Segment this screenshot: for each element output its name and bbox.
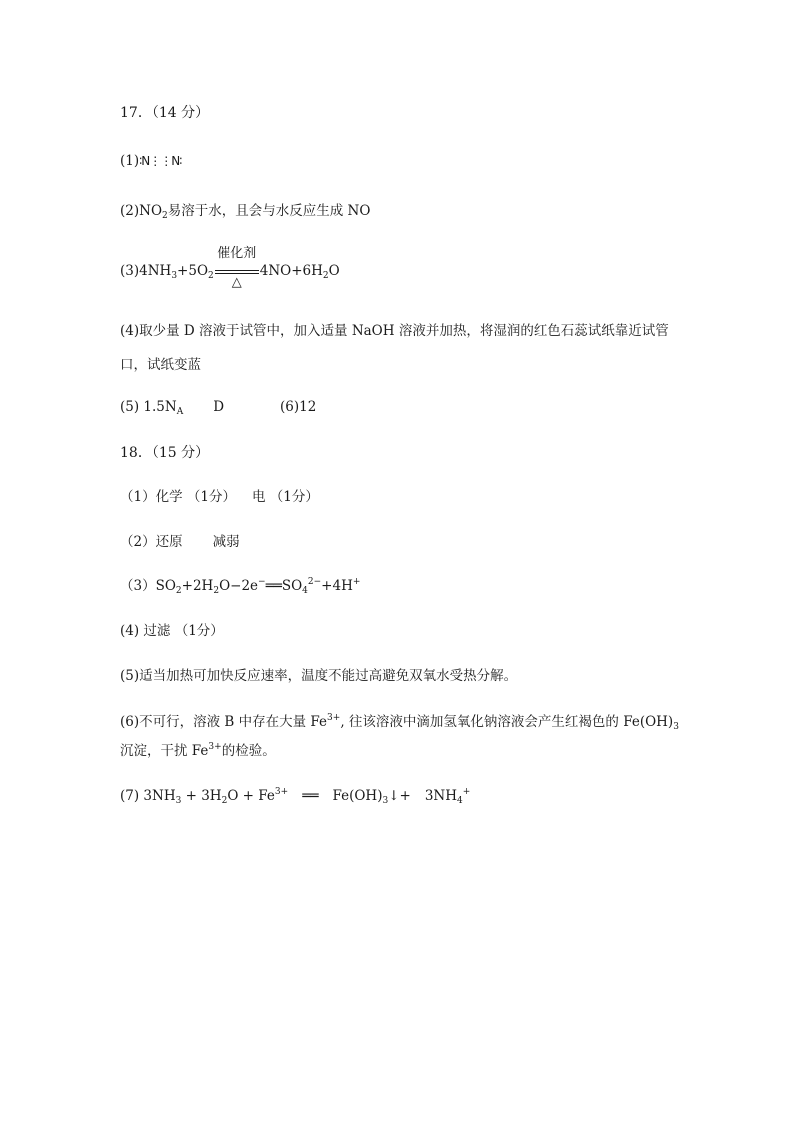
q17-answer-4-line1: (4)取少量 D 溶液于试管中，加入适量 NaOH 溶液并加热，将湿润的红色石蕊试纸靠近试管 — [120, 323, 669, 339]
equal-bar-top — [215, 270, 259, 271]
reaction-condition — [215, 245, 259, 290]
heat-symbol: △ — [231, 274, 242, 290]
q18-answer-1: （1）化学 （1分） 电 （1分） — [120, 489, 319, 505]
q17-answer-2: $(2)NO_2$易溶于水，且会与水反应生成 NO — [120, 203, 371, 221]
q17-answer-5-6: (5) $1.5N_A$ D (6)12 — [120, 399, 317, 417]
q18-answer-3-equation: $(3)SO_2+2H_2O-2e^-══SO_4^{2-}+4H^+$ — [120, 577, 361, 596]
q18-answer-5: (5)适当加热可加快反应速率，温度不能过高避免双氧水受热分解。 — [120, 668, 518, 684]
q18-answer-2: （2）还原 减弱 — [120, 534, 240, 550]
equal-bar-bottom — [215, 273, 259, 274]
q17-answer-3-equation: $(3)4NH_3+5O_2$ $\frac{\text{催化剂}}{\triangle}$ $4NO+6H_2O$ — [120, 245, 340, 290]
q18-answer-6-line2: 沉淀，干扰 $Fe^{3+}$的检验。 — [120, 742, 276, 759]
q18-header: 18．（15 分） — [120, 445, 210, 461]
q18-answer-7-equation: (7) $3NH_3 + 3H_2O + Fe^{3+}$ ══ $Fe(OH)_3↓+ 3NH_4^+$ — [120, 787, 471, 806]
q17-answer-4-line2: 口，试纸变蓝 — [120, 357, 201, 373]
q17-answer-1 — [120, 152, 181, 170]
catalyst-label: 催化剂 — [217, 245, 257, 261]
q17-a1-label: (1) — [120, 153, 140, 169]
nitrogen-electron-formula: ∶N⋮⋮N∶ — [139, 154, 182, 168]
q17-header: 17．（14 分） — [120, 105, 210, 121]
q18-answer-6-line1: (6)不可行，溶液 B 中存在大量 $Fe^{3+}$, 往该溶液中滴加氢氧化钠溶液会产生红褐色的 $Fe(OH)_3$ — [120, 713, 679, 732]
q18-answer-4: (4) 过滤 （1分） — [120, 623, 224, 639]
